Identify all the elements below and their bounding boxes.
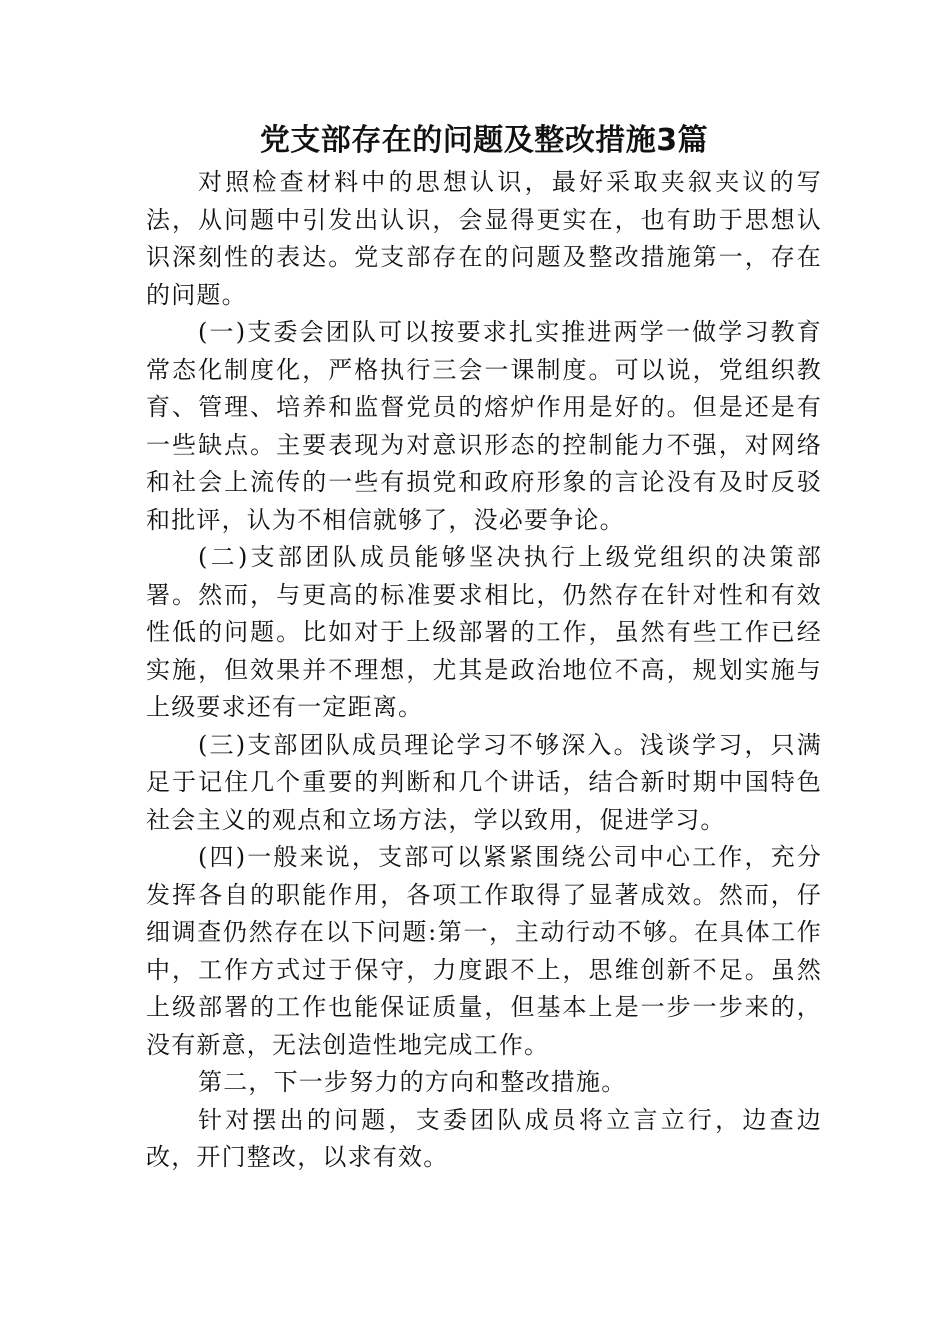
document-page (146, 118, 822, 1177)
paragraph-item-3: (三)支部团队成员理论学习不够深入。浅谈学习，只满足于记住几个重要的判断和几个讲话，结合新时期中国特色社会主义的观点和立场方法，学以致用，促进学习。 (146, 730, 822, 834)
paragraph-section-2-heading: 第二，下一步努力的方向和整改措施。 (198, 1068, 627, 1096)
paragraph-intro: 对照检查材料中的思想认识，最好采取夹叙夹议的写法，从问题中引发出认识，会显得更实在，也有助于思想认识深刻性的表达。党支部存在的问题及整改措施第一，存在的问题。 (146, 168, 822, 309)
paragraph-item-4: (四)一般来说，支部可以紧紧围绕公司中心工作，充分发挥各自的职能作用，各项工作取得了显著成效。然而，仔细调查仍然存在以下问题:第一，主动行动不够。在具体工作中，工作方式过于保守，力度跟不上，思维创新不足。虽然上级部署的工作也能保证质量，但基本上是一步一步来的，没有新意，无法创造性地完成工作。 (146, 843, 822, 1059)
document-title: 党支部存在的问题及整改措施3篇 (259, 123, 709, 158)
paragraph-item-2: (二)支部团队成员能够坚决执行上级党组织的决策部署。然而，与更高的标准要求相比，仍然存在针对性和有效性低的问题。比如对于上级部署的工作，虽然有些工作已经实施，但效果并不理想，尤其是政治地位不高，规划实施与上级要求还有一定距离。 (146, 543, 822, 721)
paragraph-section-2-intro: 针对摆出的问题，支委团队成员将立言立行，边查边改，开门整改，以求有效。 (146, 1105, 822, 1171)
paragraph-item-1: (一)支委会团队可以按要求扎实推进两学一做学习教育常态化制度化，严格执行三会一课制度。可以说，党组织教育、管理、培养和监督党员的熔炉作用是好的。但是还是有一些缺点。主要表现为对意识形态的控制能力不强，对网络和社会上流传的一些有损党和政府形象的言论没有及时反驳和批评，认为不相信就够了，没必要争论。 (146, 318, 822, 534)
